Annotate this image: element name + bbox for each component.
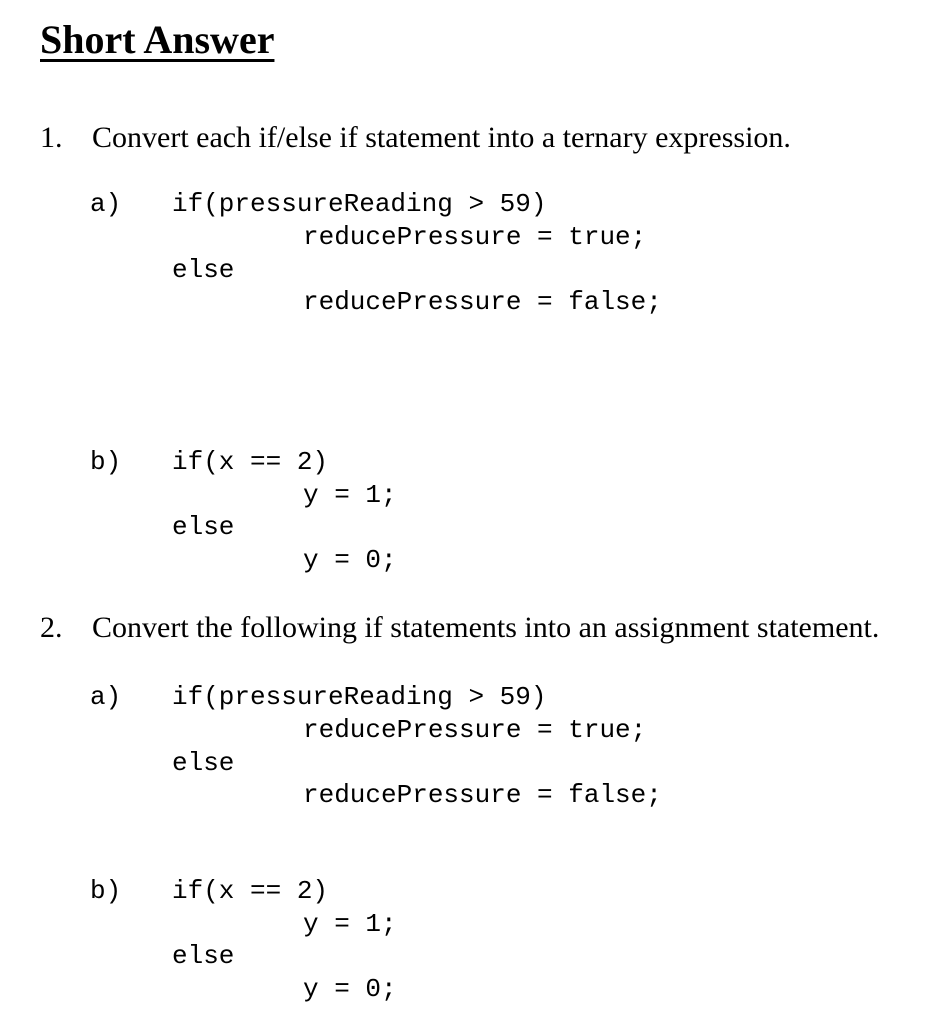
code-else-line: else: [172, 941, 235, 971]
code-else-line: else: [172, 255, 235, 285]
code-then-line: y = 1;: [303, 480, 397, 510]
code-else-line: else: [172, 748, 235, 778]
code-if-line: if(x == 2): [172, 876, 329, 906]
code-then-line: reducePressure = true;: [303, 222, 647, 252]
code-else-body: reducePressure = false;: [303, 287, 662, 317]
question-prompt: Convert the following if statements into an assignment statement.: [92, 611, 880, 644]
question-number: 1.: [40, 121, 63, 154]
code-else-body: y = 0;: [303, 974, 397, 1004]
code-if-line: if(pressureReading > 59): [172, 682, 547, 712]
code-else-line: else: [172, 512, 235, 542]
code-if-line: if(pressureReading > 59): [172, 189, 547, 219]
part-label: b): [90, 447, 122, 477]
code-then-line: y = 1;: [303, 909, 397, 939]
code-if-line: if(x == 2): [172, 447, 329, 477]
part-label: a): [90, 189, 122, 219]
code-else-body: y = 0;: [303, 545, 397, 575]
part-label: b): [90, 876, 122, 906]
part-label: a): [90, 682, 122, 712]
page-title: Short Answer: [40, 17, 275, 62]
code-else-body: reducePressure = false;: [303, 780, 662, 810]
question-number: 2.: [40, 611, 63, 644]
question-prompt: Convert each if/else if statement into a ternary expression.: [92, 121, 791, 154]
code-then-line: reducePressure = true;: [303, 715, 647, 745]
